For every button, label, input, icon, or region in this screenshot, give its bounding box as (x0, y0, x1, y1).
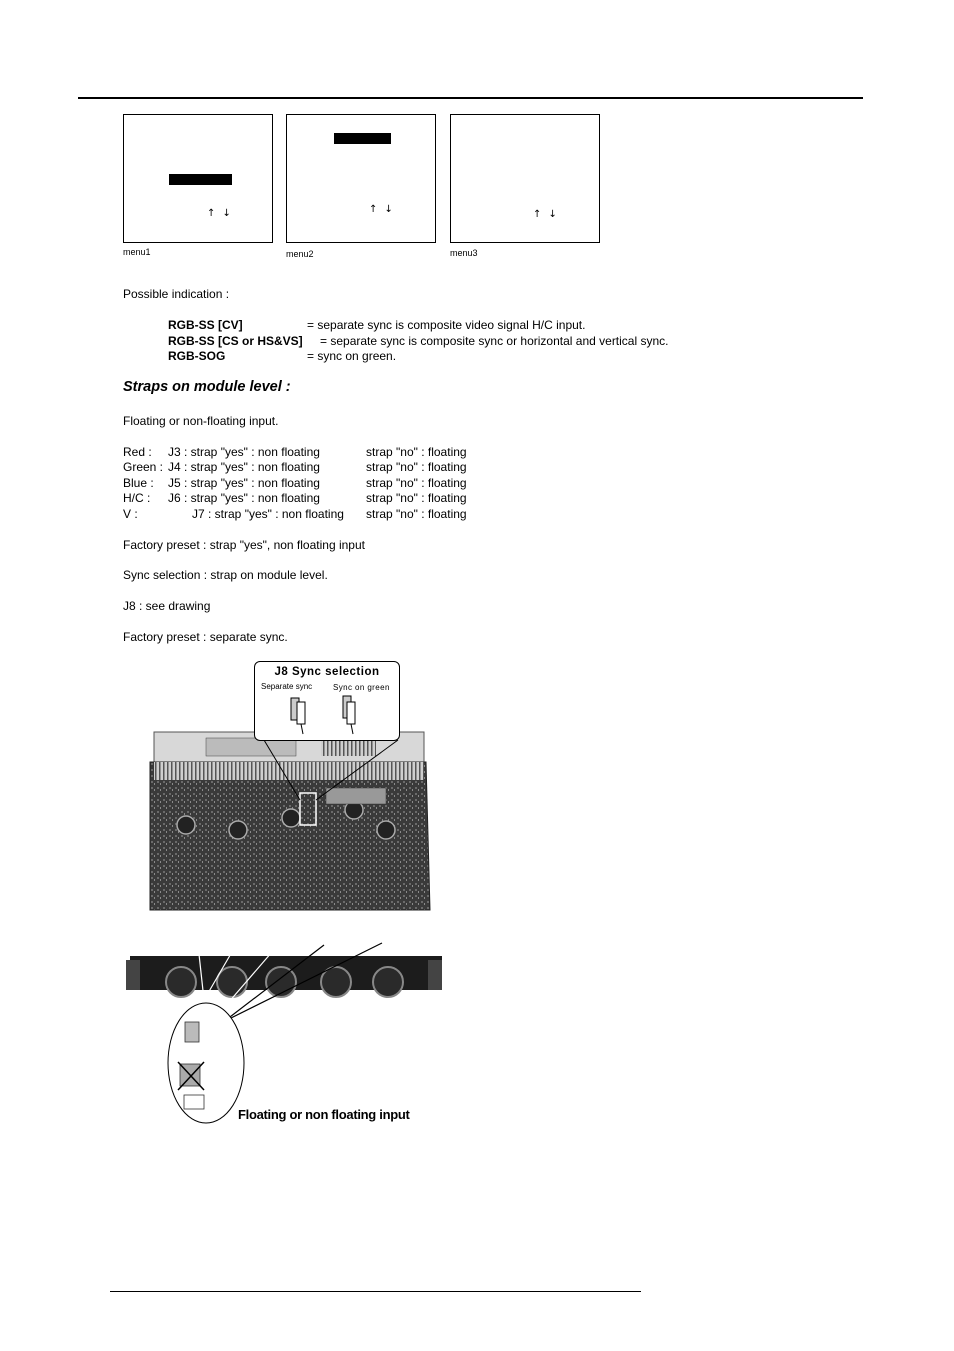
menu2-caption: menu2 (286, 249, 314, 259)
strap-jumper-text: J6 : strap "yes" : non floating (168, 491, 320, 505)
strap-alt-text: strap "no" : floating (366, 476, 467, 490)
indication-term: RGB-SS [CV] (168, 318, 243, 332)
strap-alt-text: strap "no" : floating (366, 460, 467, 474)
menu3-arrows-icon: ↑ ↓ (533, 209, 559, 220)
j8-callout-title: J8 Sync selection (274, 666, 380, 678)
jumper-label-j5: J5 (273, 923, 286, 935)
jumper-label-j3: J3 (190, 926, 203, 938)
indication-desc: = separate sync is composite video signal H/C input. (307, 318, 586, 332)
factory-preset-text: Factory preset : strap "yes", non floating input (123, 538, 365, 552)
strap-alt-text: strap "no" : floating (366, 491, 467, 505)
j8-jumper-icons (285, 692, 385, 737)
figure-caption: Floating or non floating input (238, 1107, 410, 1122)
strap-color-label: V : (123, 507, 138, 521)
menu1-highlight-bar (169, 174, 232, 185)
footer-rule (110, 1291, 641, 1292)
sync-selection-text: Sync selection : strap on module level. (123, 568, 328, 582)
header-rule (78, 97, 863, 99)
menu2-screen (286, 114, 436, 243)
menu2-highlight-bar (334, 133, 391, 144)
jumper-label-j6: J6 (318, 925, 331, 937)
indication-intro: Possible indication : (123, 287, 230, 301)
strap-alt-text: strap "no" : floating (366, 507, 467, 521)
jumper-label-j7: J7 (378, 923, 391, 935)
strap-color-label: Red : (123, 445, 152, 459)
menu1-screen (123, 114, 273, 243)
j8-note-text: J8 : see drawing (123, 599, 211, 613)
j8-callout (254, 661, 400, 741)
strap-jumper-text: J3 : strap "yes" : non floating (168, 445, 320, 459)
indication-desc: = sync on green. (307, 349, 397, 363)
indication-term: RGB-SOG (168, 349, 226, 363)
menu1-arrows-icon: ↑ ↓ (207, 208, 233, 219)
strap-alt-text: strap "no" : floating (366, 445, 467, 459)
menu1-caption: menu1 (123, 247, 151, 257)
straps-intro: Floating or non-floating input. (123, 414, 279, 428)
indication-term: RGB-SS [CS or HS&VS] (168, 334, 303, 348)
indication-desc: = separate sync is composite sync or horizontal and vertical sync. (320, 334, 669, 348)
strap-color-label: Green : (123, 460, 164, 474)
factory-preset-sync-text: Factory preset : separate sync. (123, 630, 288, 644)
strap-jumper-text: J4 : strap "yes" : non floating (168, 460, 320, 474)
module-board-figure (126, 660, 456, 1130)
strap-color-label: Blue : (123, 476, 154, 490)
menu3-screen (450, 114, 600, 243)
strap-color-label: H/C : (123, 491, 151, 505)
menu3-caption: menu3 (450, 248, 478, 258)
menu2-arrows-icon: ↑ ↓ (369, 204, 395, 215)
strap-jumper-text: J5 : strap "yes" : non floating (168, 476, 320, 490)
j8-callout-left-label: Separate sync (261, 682, 313, 691)
section-heading: Straps on module level : (123, 379, 291, 395)
j8-callout-right-label: Sync on green (333, 683, 390, 692)
jumper-label-j4: J4 (230, 923, 243, 935)
strap-jumper-text: J7 : strap "yes" : non floating (192, 507, 344, 521)
